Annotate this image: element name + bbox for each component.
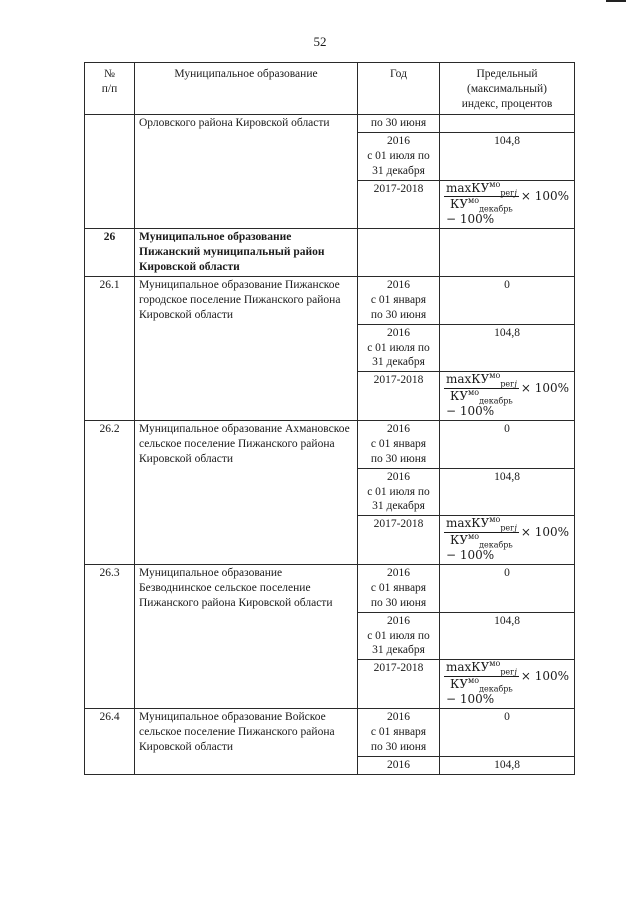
year-cell: 2016 bbox=[358, 756, 440, 774]
year-cell bbox=[358, 228, 440, 276]
formula-fraction bbox=[444, 517, 519, 548]
table-row bbox=[85, 420, 575, 468]
row-number-cell: 26.4 bbox=[85, 708, 135, 774]
header-name: Муниципальное образование bbox=[135, 63, 358, 115]
district-row bbox=[85, 228, 575, 276]
formula-fraction bbox=[444, 179, 519, 214]
row-number-cell: 26.3 bbox=[85, 564, 135, 708]
formula-numerator: maxКУ$^{мо}_{регj}$ bbox=[446, 659, 517, 677]
year-cell: 2016 с 01 июля по 31 декабря bbox=[358, 612, 440, 660]
formula-numerator: maxКУ$^{мо}_{регj}$ bbox=[446, 515, 517, 533]
formula-fraction bbox=[444, 661, 519, 692]
page-number: 52 bbox=[313, 34, 327, 49]
formula-denominator: $КУ^{мо}_{декабрь}$ bbox=[450, 388, 513, 406]
year-cell: 2016 с 01 января по 30 июня bbox=[358, 276, 440, 324]
index-cell bbox=[440, 114, 575, 132]
formula-denominator: $КУ^{мо}_{декабрь}$ bbox=[450, 676, 513, 694]
year-cell: 2016 с 01 июля по 31 декабря bbox=[358, 132, 440, 180]
municipality-name-cell: Муниципальное образование Войское сельское поселение Пижанского района Кировской области bbox=[135, 708, 358, 774]
index-cell: 0 bbox=[440, 708, 575, 756]
formula-denominator: $КУ^{мо}_{декабрь}$ bbox=[450, 532, 513, 550]
index-formula bbox=[444, 373, 570, 418]
formula-numerator: maxКУ$^{мо}_{регj}$ bbox=[446, 371, 517, 389]
municipality-name-cell: Муниципальное образование Безводнинское сельское поселение Пижанского района Кировской области bbox=[135, 564, 358, 708]
row-number-cell: 26 bbox=[85, 228, 135, 276]
year-cell: 2017-2018 bbox=[358, 516, 440, 564]
index-formula bbox=[444, 661, 570, 706]
header-index: Предельный (максимальный) индекс, процентов bbox=[440, 63, 575, 115]
table-row bbox=[85, 114, 575, 132]
header-year: Год bbox=[358, 63, 440, 115]
year-cell: 2016 с 01 июля по 31 декабря bbox=[358, 468, 440, 516]
municipality-name-cell: Муниципальное образование Пижанский муниципальный район Кировской области bbox=[135, 228, 358, 276]
index-formula bbox=[444, 179, 570, 227]
formula-times: × 100% bbox=[520, 380, 570, 395]
index-cell bbox=[440, 228, 575, 276]
municipality-name-cell: Орловского района Кировской области bbox=[135, 114, 358, 228]
index-cell bbox=[440, 372, 575, 420]
year-cell: 2016 с 01 января по 30 июня bbox=[358, 564, 440, 612]
year-cell: по 30 июня bbox=[358, 114, 440, 132]
index-cell: 104,8 bbox=[440, 324, 575, 372]
municipality-name-cell: Муниципальное образование Пижанское городское поселение Пижанского района Кировской области bbox=[135, 276, 358, 420]
year-cell: 2017-2018 bbox=[358, 660, 440, 708]
index-cell: 0 bbox=[440, 276, 575, 324]
index-cell bbox=[440, 660, 575, 708]
index-cell: 0 bbox=[440, 564, 575, 612]
header-num: № п/п bbox=[85, 63, 135, 115]
formula-tail: − 100% bbox=[446, 212, 495, 227]
year-cell: 2016 с 01 июля по 31 декабря bbox=[358, 324, 440, 372]
year-cell: 2017-2018 bbox=[358, 372, 440, 420]
index-cell: 0 bbox=[440, 420, 575, 468]
formula-tail: − 100% bbox=[446, 403, 495, 418]
index-cell: 104,8 bbox=[440, 468, 575, 516]
municipality-name-cell: Муниципальное образование Ахмановское сельское поселение Пижанского района Кировской области bbox=[135, 420, 358, 564]
index-formula bbox=[444, 517, 570, 562]
row-number-cell bbox=[85, 114, 135, 228]
formula-times: × 100% bbox=[520, 524, 570, 539]
row-number-cell: 26.2 bbox=[85, 420, 135, 564]
formula-tail: − 100% bbox=[446, 692, 495, 707]
formula-times: × 100% bbox=[520, 188, 570, 203]
index-cell bbox=[440, 516, 575, 564]
table-row bbox=[85, 564, 575, 612]
table-row bbox=[85, 708, 575, 756]
formula-times: × 100% bbox=[520, 668, 570, 683]
index-cell: 104,8 bbox=[440, 756, 575, 774]
formula-denominator: $КУ^{мо}_{декабрь}$ bbox=[450, 196, 513, 214]
index-cell: 104,8 bbox=[440, 132, 575, 180]
table-header-row bbox=[85, 63, 575, 115]
formula-numerator: maxКУ$^{мо}_{регj}$ bbox=[446, 179, 517, 197]
table-row bbox=[85, 276, 575, 324]
year-cell: 2016 с 01 января по 30 июня bbox=[358, 420, 440, 468]
year-cell: 2017-2018 bbox=[358, 180, 440, 228]
formula-fraction bbox=[444, 373, 519, 404]
index-cell: 104,8 bbox=[440, 612, 575, 660]
index-cell bbox=[440, 180, 575, 228]
corner-mark bbox=[606, 0, 626, 2]
formula-tail: − 100% bbox=[446, 548, 495, 562]
limit-index-table bbox=[84, 62, 575, 775]
year-cell: 2016 с 01 января по 30 июня bbox=[358, 708, 440, 756]
row-number-cell: 26.1 bbox=[85, 276, 135, 420]
